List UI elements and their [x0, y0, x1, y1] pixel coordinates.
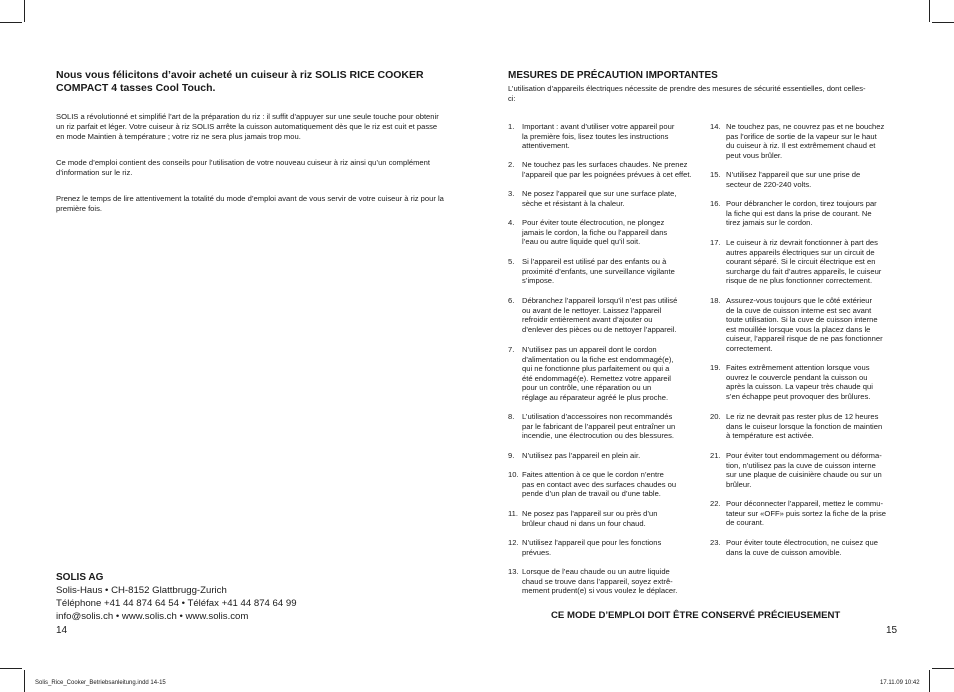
item-number: 18. — [710, 296, 721, 305]
item-number: 4. — [508, 218, 515, 227]
intro-paragraph: Prenez le temps de lire attentivement la totalité du mode d’emploi avant de vous servir de votre cuiseur à riz pour la première fois. — [56, 194, 444, 213]
crop-mark — [24, 0, 25, 22]
item-text: Pour éviter tout endommagement ou déforma- tion, n’utilisez pas la cuve de cuisson interne sur une plaque de cuisinière chaude ou sur un brûleur. — [726, 451, 882, 489]
item-text: Débranchez l’appareil lorsqu’il n’est pas utilisé ou avant de le nettoyer. Laissez l’appareil refroidir entièrement avant d’ajouter ou d’enlever des pièces ou de nettoyer l’appareil. — [522, 296, 678, 334]
item-text: Ne posez l’appareil que sur une surface plate, sèche et résistant à la chaleur. — [522, 189, 677, 208]
item-text: Pour déconnecter l’appareil, mettez le commu- tateur sur «OFF» puis sortez la fiche de la prise de courant. — [726, 499, 886, 528]
crop-mark — [929, 670, 930, 692]
crop-mark — [932, 22, 954, 23]
item-text: Ne touchez pas, ne couvrez pas et ne bouchez pas l’orifice de sortie de la vapeur sur le haut du cuiseur à riz. Il est extrêmement chaud et peut vous brûler. — [726, 122, 885, 160]
intro-paragraph: SOLIS a révolutionné et simplifié l’art de la préparation du riz : il suffit d’appuyer sur une seule touche pour obtenir un riz parfait et léger. Votre cuiseur à riz SOLIS arrête la cuisson automatiquement dès que le riz est cuit et passe en mode Maintien à température ; votre riz ne sera plus jamais trop mou. — [56, 112, 439, 141]
item-text: Ne posez pas l’appareil sur ou près d’un brûleur chaud ni dans un four chaud. — [522, 509, 658, 528]
item-text: Important : avant d’utiliser votre appareil pour la première fois, lisez toutes les instructions attentivement. — [522, 122, 675, 151]
page-number-left: 14 — [56, 625, 68, 636]
item-number: 19. — [710, 363, 721, 372]
item-number: 1. — [508, 122, 515, 131]
item-number: 5. — [508, 257, 515, 266]
item-number: 7. — [508, 345, 515, 354]
item-number: 10. — [508, 470, 519, 479]
item-text: Assurez-vous toujours que le côté extérieur de la cuve de cuisson interne est sec avant toute utilisation. Si la cuve de cuisson interne est mouillée lorsque vous la placez dans le cuiseur, l’appareil risque de ne pas fonctionner correctement. — [726, 296, 883, 353]
item-number: 13. — [508, 567, 519, 576]
item-number: 20. — [710, 412, 721, 421]
item-number: 16. — [710, 199, 721, 208]
item-number: 23. — [710, 538, 721, 547]
slug-filename: Solis_Rice_Cooker_Betriebsanleitung.indd 14-15 — [35, 680, 166, 686]
company-phone: Téléphone +41 44 874 64 54 • Téléfax +41 44 874 64 99 — [56, 598, 297, 609]
crop-mark — [0, 22, 22, 23]
item-text: N’utilisez pas l’appareil en plein air. — [522, 451, 641, 460]
item-text: Faites attention à ce que le cordon n’entre pas en contact avec des surfaces chaudes ou pende d’un plan de travail ou d’une table. — [522, 470, 677, 499]
item-number: 8. — [508, 412, 515, 421]
item-text: Lorsque de l’eau chaude ou un autre liquide chaud se trouve dans l’appareil, soyez extrê- mement prudent(e) si vous voulez le déplacer. — [522, 567, 678, 596]
page-number-right: 15 — [886, 625, 898, 636]
item-text: Faites extrêmement attention lorsque vous ouvrez le couvercle pendant la cuisson ou après la cuisson. La vapeur très chaude qui s’en échappe peut provoquer des brûlures. — [726, 363, 873, 401]
item-text: N’utilisez l’appareil que pour les fonctions prévues. — [522, 538, 662, 557]
item-number: 6. — [508, 296, 515, 305]
item-number: 9. — [508, 451, 515, 460]
intro-title: Nous vous félicitons d’avoir acheté un cuiseur à riz SOLIS RICE COOKER COMPACT 4 tasses Cool Touch. — [56, 69, 424, 94]
item-text: L’utilisation d’accessoires non recommandés par le fabricant de l’appareil peut entraîner un incendie, une électrocution ou des blessures. — [522, 412, 676, 441]
left-page-intro — [56, 69, 446, 230]
item-text: Pour éviter toute électrocution, ne cuisez que dans la cuve de cuisson amovible. — [726, 538, 878, 557]
item-number: 17. — [710, 238, 721, 247]
safety-intro: L’utilisation d’appareils électriques nécessite de prendre des mesures de sécurité essentielles, dont celles-ci: — [508, 84, 866, 103]
company-name: SOLIS AG — [56, 572, 104, 583]
item-text: Le riz ne devrait pas rester plus de 12 heures dans le cuiseur lorsque la fonction de maintien à température est activée. — [726, 412, 883, 441]
item-number: 21. — [710, 451, 721, 460]
company-address: Solis-Haus • CH-8152 Glattbrugg-Zurich — [56, 585, 227, 596]
item-number: 11. — [508, 509, 518, 518]
item-text: Le cuiseur à riz devrait fonctionner à part des autres appareils électriques sur un circuit de courant séparé. Si le circuit électrique est en surcharge du fait d’autres appareils, le cuiseur risque de ne plus fonctionner correctement. — [726, 238, 882, 286]
company-info — [56, 571, 456, 623]
crop-mark — [929, 0, 930, 22]
item-number: 3. — [508, 189, 515, 198]
keep-manual-note: CE MODE D’EMPLOI DOIT ÊTRE CONSERVÉ PRÉCIEUSEMENT — [551, 610, 841, 621]
company-web: info@solis.ch • www.solis.ch • www.solis.com — [56, 611, 249, 622]
item-text: Pour débrancher le cordon, tirez toujours par la fiche qui est dans la prise de courant. Ne tirez jamais sur le cordon. — [726, 199, 877, 228]
item-text: N’utilisez pas un appareil dont le cordon d’alimentation ou la fiche est endommagé(e), qui ne fonctionne plus parfaitement ou qui a été endommagé(e). Remettez votre appareil pour un contrôle, une réparation ou un réglage au réparateur agréé le plus proche. — [522, 345, 674, 402]
slug-datetime: 17.11.09 10:42 — [880, 680, 920, 686]
crop-mark — [0, 668, 22, 669]
item-text: N’utilisez l’appareil que sur une prise de secteur de 220-240 volts. — [726, 170, 861, 189]
item-number: 14. — [710, 122, 721, 131]
item-number: 15. — [710, 170, 721, 179]
intro-paragraph: Ce mode d’emploi contient des conseils pour l’utilisation de votre nouveau cuiseur à riz ainsi qu’un complément d’information sur le riz. — [56, 158, 430, 177]
item-text: Pour éviter toute électrocution, ne plongez jamais le cordon, la fiche ou l’appareil dans l’eau ou autre liquide quel qu’il soit. — [522, 218, 668, 247]
item-number: 22. — [710, 499, 721, 508]
item-text: Ne touchez pas les surfaces chaudes. Ne prenez l’appareil que par les poignées prévues à cet effet. — [522, 160, 692, 179]
item-number: 2. — [508, 160, 515, 169]
crop-mark — [932, 668, 954, 669]
safety-title: MESURES DE PRÉCAUTION IMPORTANTES — [508, 70, 718, 81]
item-number: 12. — [508, 538, 519, 547]
crop-mark — [24, 670, 25, 692]
item-text: Si l’appareil est utilisé par des enfants ou à proximité d’enfants, une surveillance vigilante s’impose. — [522, 257, 675, 286]
